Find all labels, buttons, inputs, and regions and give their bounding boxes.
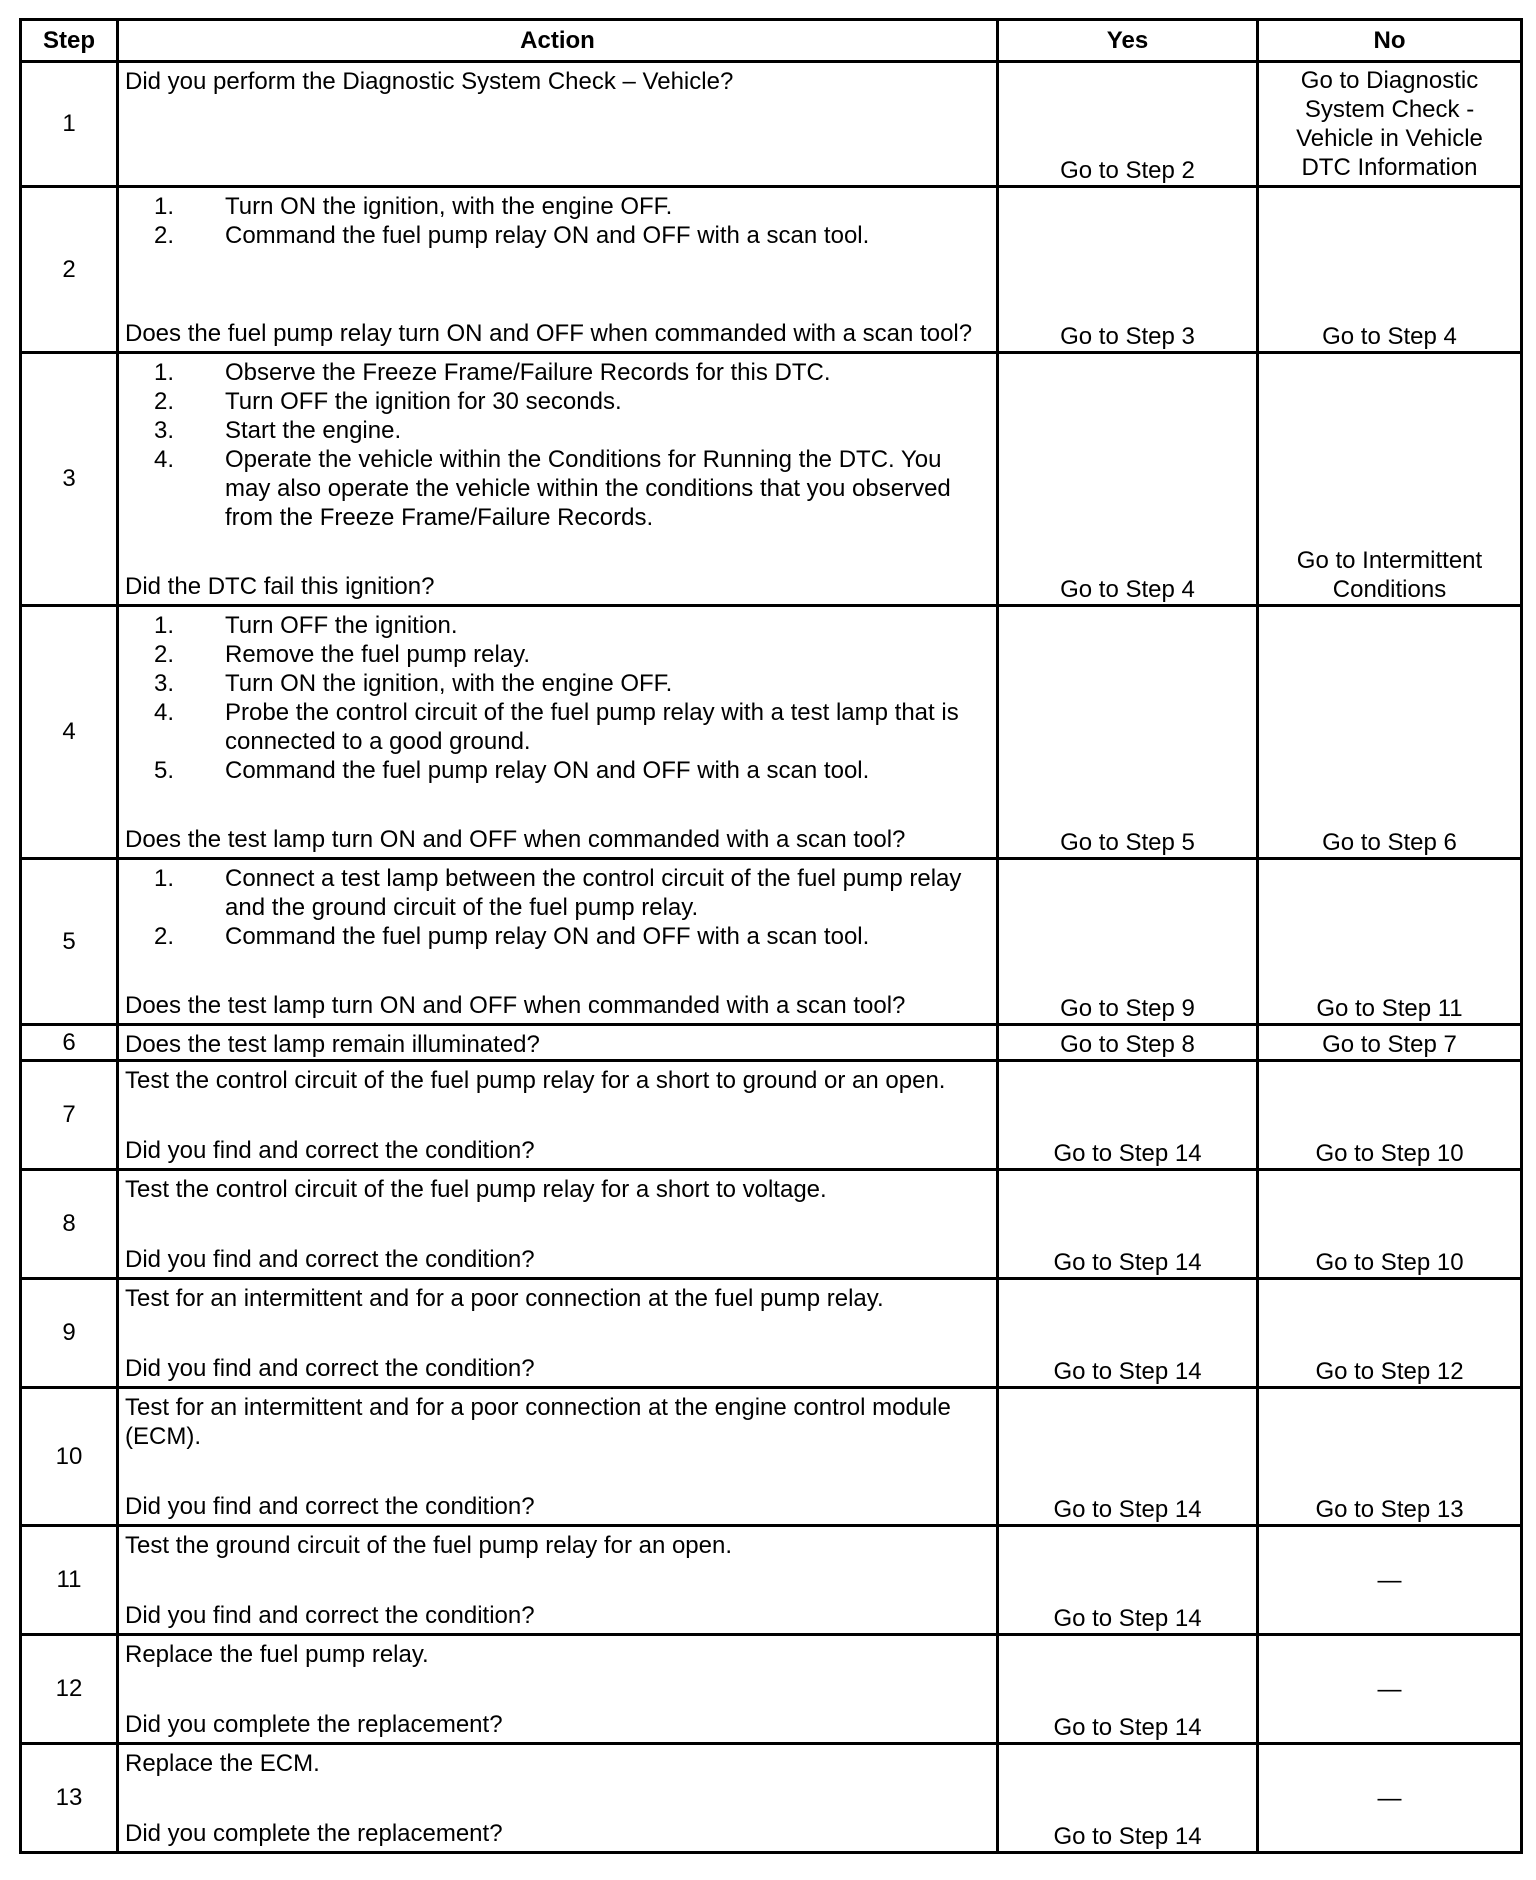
yes-cell: Go to Step 14 xyxy=(998,1526,1258,1635)
action-content xyxy=(119,354,996,604)
action-instructions xyxy=(125,864,990,951)
no-cell: Go to Step 13 xyxy=(1258,1388,1522,1526)
procedure-item: Connect a test lamp between the control circuit of the fuel pump relay and the ground circuit of the fuel pump relay. xyxy=(225,865,962,921)
action-content xyxy=(119,607,996,857)
action-content xyxy=(119,1171,996,1277)
action-instructions xyxy=(125,358,990,532)
action-question: Did you complete the replacement? xyxy=(125,1820,503,1847)
action-question: Did you find and correct the condition? xyxy=(125,1137,535,1164)
procedure-item: Observe the Freeze Frame/Failure Records for this DTC. xyxy=(225,359,831,386)
step-number: 12 xyxy=(21,1635,118,1744)
yes-cell: Go to Step 14 xyxy=(998,1279,1258,1388)
action-question: Did you find and correct the condition? xyxy=(125,1493,535,1520)
no-cell: Go to Step 10 xyxy=(1258,1061,1522,1170)
action-content xyxy=(119,1636,996,1742)
no-cell: Go to Step 12 xyxy=(1258,1279,1522,1388)
yes-cell: Go to Step 14 xyxy=(998,1744,1258,1853)
action-instructions xyxy=(125,1749,990,1778)
procedure-item: Command the fuel pump relay ON and OFF with a scan tool. xyxy=(225,757,870,784)
header-action: Action xyxy=(118,20,998,62)
diagnostic-page xyxy=(19,18,1520,1854)
action-text: Test the ground circuit of the fuel pump relay for an open. xyxy=(125,1532,733,1559)
table-row xyxy=(21,1170,1522,1279)
action-content xyxy=(119,1062,996,1168)
procedure-item: Turn OFF the ignition. xyxy=(225,612,458,639)
yes-cell: Go to Step 5 xyxy=(998,606,1258,859)
table-row xyxy=(21,62,1522,187)
yes-cell: Go to Step 14 xyxy=(998,1388,1258,1526)
action-cell xyxy=(118,62,998,187)
no-cell: Go to Step 7 xyxy=(1258,1025,1522,1061)
table-row xyxy=(21,1388,1522,1526)
action-content xyxy=(119,860,996,1023)
table-row xyxy=(21,606,1522,859)
procedure-item: Start the engine. xyxy=(225,417,402,444)
yes-cell: Go to Step 14 xyxy=(998,1635,1258,1744)
header-step: Step xyxy=(21,20,118,62)
yes-cell: Go to Step 8 xyxy=(998,1025,1258,1061)
step-number: 11 xyxy=(21,1526,118,1635)
no-cell: — xyxy=(1258,1526,1522,1635)
action-instructions xyxy=(125,1175,990,1204)
table-body xyxy=(21,62,1522,1853)
step-number: 8 xyxy=(21,1170,118,1279)
step-number: 5 xyxy=(21,859,118,1025)
procedure-item: Command the fuel pump relay ON and OFF with a scan tool. xyxy=(225,923,870,950)
action-cell xyxy=(118,1170,998,1279)
yes-cell: Go to Step 3 xyxy=(998,187,1258,353)
action-cell xyxy=(118,1025,998,1061)
procedure-item: Operate the vehicle within the Conditions for Running the DTC. You may also operate the vehicle within the conditions that you observed from the Freeze Frame/Failure Records. xyxy=(225,446,951,531)
action-content xyxy=(119,188,996,351)
procedure-list xyxy=(125,358,990,532)
step-number: 13 xyxy=(21,1744,118,1853)
procedure-item: Command the fuel pump relay ON and OFF with a scan tool. xyxy=(225,222,870,249)
action-cell xyxy=(118,353,998,606)
no-cell: Go to Step 6 xyxy=(1258,606,1522,859)
action-cell xyxy=(118,1526,998,1635)
yes-cell: Go to Step 4 xyxy=(998,353,1258,606)
action-cell xyxy=(118,606,998,859)
procedure-list xyxy=(125,611,990,785)
procedure-item: Turn ON the ignition, with the engine OFF. xyxy=(225,670,673,697)
no-cell: Go to Diagnostic System Check - Vehicle in Vehicle DTC Information xyxy=(1258,62,1522,187)
action-question: Does the test lamp turn ON and OFF when commanded with a scan tool? xyxy=(125,826,906,853)
procedure-item: Turn ON the ignition, with the engine OFF. xyxy=(225,193,673,220)
action-text: Replace the ECM. xyxy=(125,1750,320,1777)
action-text: Test for an intermittent and for a poor connection at the engine control module (ECM). xyxy=(125,1394,951,1450)
step-number: 9 xyxy=(21,1279,118,1388)
table-row xyxy=(21,1635,1522,1744)
step-number: 6 xyxy=(21,1025,118,1061)
action-text: Test for an intermittent and for a poor connection at the fuel pump relay. xyxy=(125,1285,884,1312)
action-instructions xyxy=(125,1640,990,1669)
action-content xyxy=(119,63,996,185)
table-row xyxy=(21,187,1522,353)
step-number: 10 xyxy=(21,1388,118,1526)
action-question: Did you find and correct the condition? xyxy=(125,1355,535,1382)
step-number: 2 xyxy=(21,187,118,353)
action-text: Replace the fuel pump relay. xyxy=(125,1641,429,1668)
yes-cell: Go to Step 2 xyxy=(998,62,1258,187)
yes-cell: Go to Step 14 xyxy=(998,1061,1258,1170)
no-cell: — xyxy=(1258,1635,1522,1744)
action-text: Test the control circuit of the fuel pump relay for a short to ground or an open. xyxy=(125,1067,946,1094)
action-question: Does the fuel pump relay turn ON and OFF when commanded with a scan tool? xyxy=(125,320,973,347)
yes-cell: Go to Step 9 xyxy=(998,859,1258,1025)
table-row xyxy=(21,1061,1522,1170)
action-content xyxy=(119,1389,996,1524)
action-question: Does the test lamp turn ON and OFF when commanded with a scan tool? xyxy=(125,992,906,1019)
table-row xyxy=(21,1025,1522,1061)
action-content xyxy=(119,1527,996,1633)
action-cell xyxy=(118,1635,998,1744)
action-instructions xyxy=(125,1531,990,1560)
header-yes: Yes xyxy=(998,20,1258,62)
action-content xyxy=(119,1280,996,1386)
step-number: 1 xyxy=(21,62,118,187)
table-row xyxy=(21,1279,1522,1388)
action-instructions xyxy=(125,1066,990,1095)
header-row xyxy=(21,20,1522,62)
diagnostic-table xyxy=(19,18,1523,1854)
step-number: 3 xyxy=(21,353,118,606)
table-row xyxy=(21,1526,1522,1635)
action-content xyxy=(119,1745,996,1851)
procedure-list xyxy=(125,864,990,951)
action-question: Did the DTC fail this ignition? xyxy=(125,573,435,600)
step-number: 7 xyxy=(21,1061,118,1170)
procedure-item: Probe the control circuit of the fuel pump relay with a test lamp that is connected to a good ground. xyxy=(225,699,959,755)
action-question: Did you perform the Diagnostic System Check – Vehicle? xyxy=(125,68,734,95)
no-cell: — xyxy=(1258,1744,1522,1853)
no-cell: Go to Step 4 xyxy=(1258,187,1522,353)
action-instructions xyxy=(125,192,990,250)
action-text: Test the control circuit of the fuel pump relay for a short to voltage. xyxy=(125,1176,827,1203)
table-row xyxy=(21,353,1522,606)
action-cell xyxy=(118,859,998,1025)
action-cell xyxy=(118,1279,998,1388)
yes-cell: Go to Step 14 xyxy=(998,1170,1258,1279)
action-content xyxy=(119,1026,996,1059)
action-instructions xyxy=(125,1393,990,1451)
no-cell: Go to Step 10 xyxy=(1258,1170,1522,1279)
no-cell: Go to Intermittent Conditions xyxy=(1258,353,1522,606)
action-question: Did you complete the replacement? xyxy=(125,1711,503,1738)
action-cell xyxy=(118,187,998,353)
action-cell xyxy=(118,1388,998,1526)
procedure-item: Remove the fuel pump relay. xyxy=(225,641,531,668)
table-row xyxy=(21,859,1522,1025)
procedure-list xyxy=(125,192,990,250)
action-cell xyxy=(118,1061,998,1170)
action-instructions xyxy=(125,1284,990,1313)
table-row xyxy=(21,1744,1522,1853)
header-no: No xyxy=(1258,20,1522,62)
no-cell: Go to Step 11 xyxy=(1258,859,1522,1025)
procedure-item: Turn OFF the ignition for 30 seconds. xyxy=(225,388,622,415)
action-cell xyxy=(118,1744,998,1853)
step-number: 4 xyxy=(21,606,118,859)
action-question: Did you find and correct the condition? xyxy=(125,1246,535,1273)
action-question: Does the test lamp remain illuminated? xyxy=(125,1031,540,1058)
action-instructions xyxy=(125,611,990,785)
action-question: Did you find and correct the condition? xyxy=(125,1602,535,1629)
